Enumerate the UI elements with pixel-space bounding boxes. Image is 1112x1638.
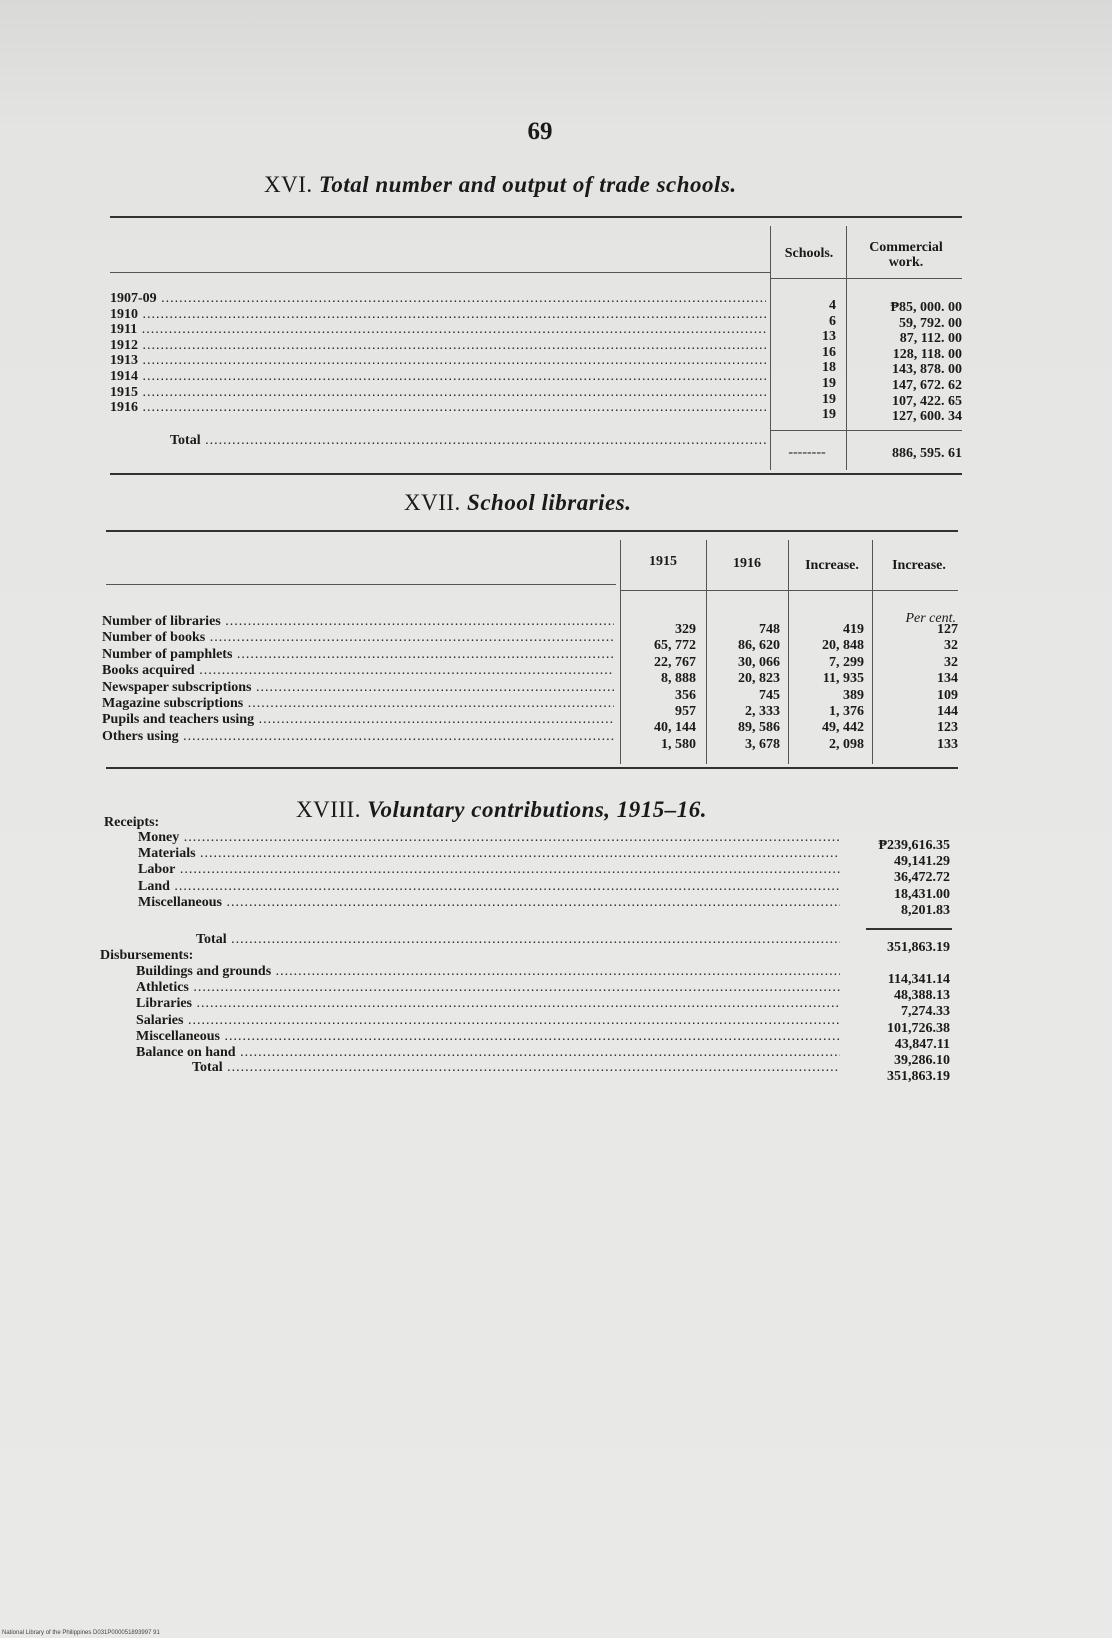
table-cell-1916: 748 bbox=[759, 622, 780, 637]
table-cell-1916: 745 bbox=[759, 688, 780, 703]
table-cell-1915: 1, 580 bbox=[661, 737, 696, 752]
footer-credit: National Library of the Philippines D031P000051893997 91 bbox=[2, 1630, 160, 1636]
table-cell-1916: 86, 620 bbox=[738, 638, 780, 653]
table16-header-rule bbox=[770, 278, 962, 279]
table-cell-increase-pct: 109 bbox=[937, 688, 958, 703]
table16-total-schools: -------- bbox=[788, 445, 826, 460]
table-cell-commercial: 128, 118. 00 bbox=[892, 347, 962, 362]
table-row-year: 1913 ..... bbox=[110, 353, 766, 369]
table-row-label: Books acquired ..... bbox=[102, 663, 614, 679]
table-cell-1915: 22, 767 bbox=[654, 655, 696, 670]
table-row-year: 1915 ..... bbox=[110, 385, 766, 401]
table17-title bbox=[404, 490, 631, 516]
disbursements-heading: Disbursements: bbox=[100, 948, 194, 963]
receipt-value: 36,472.72 bbox=[894, 870, 950, 885]
table-row-year: 1912 ..... bbox=[110, 338, 766, 354]
disbursements-total-value: 351,863.19 bbox=[887, 1069, 950, 1084]
table-cell-commercial: 127, 600. 34 bbox=[892, 409, 962, 424]
table16-total-rule bbox=[770, 430, 962, 431]
table-cell-1916: 30, 066 bbox=[738, 655, 780, 670]
table-row-year: 1910 ..... bbox=[110, 307, 766, 323]
table17-col-divider-4 bbox=[872, 540, 873, 764]
receipt-label: Miscellaneous ..... bbox=[138, 895, 840, 911]
table-cell-schools: 4 bbox=[829, 298, 836, 313]
receipt-label: Materials ..... bbox=[138, 846, 840, 862]
table-row-year: 1914 ..... bbox=[110, 369, 766, 385]
table-cell-increase: 20, 848 bbox=[822, 638, 864, 653]
receipt-value: 49,141.29 bbox=[894, 854, 950, 869]
table-cell-commercial: 59, 792. 00 bbox=[899, 316, 962, 331]
table-cell-commercial: ₱85, 000. 00 bbox=[890, 300, 962, 315]
table17-header-1916: 1916 bbox=[733, 556, 761, 571]
table-row-year: 1907-09 ..... bbox=[110, 291, 766, 307]
table-cell-increase-pct: 144 bbox=[937, 704, 958, 719]
table-cell-increase-pct: 32 bbox=[944, 655, 958, 670]
table-cell-increase-pct: 133 bbox=[937, 737, 958, 752]
disbursement-value: 101,726.38 bbox=[887, 1021, 950, 1036]
table-row-label: Magazine subscriptions ..... bbox=[102, 696, 614, 712]
receipts-total-label: Total ..... bbox=[196, 932, 840, 948]
table17-stub-rule bbox=[106, 584, 616, 585]
table-cell-increase-pct: 134 bbox=[937, 671, 958, 686]
table17-bottom-rule bbox=[106, 767, 958, 769]
table17-roman: XVII. bbox=[404, 490, 461, 515]
table16-header-schools: Schools. bbox=[784, 246, 834, 261]
table-cell-1915: 40, 144 bbox=[654, 720, 696, 735]
page-number: 69 bbox=[527, 118, 553, 145]
table-row-label: Others using ..... bbox=[102, 729, 614, 745]
table-cell-commercial: 143, 878. 00 bbox=[892, 362, 962, 377]
table16-roman: XVI. bbox=[264, 172, 313, 197]
table16-stub-rule bbox=[110, 272, 770, 273]
table-row-label: Number of pamphlets ..... bbox=[102, 647, 614, 663]
table-cell-increase: 49, 442 bbox=[822, 720, 864, 735]
disbursement-value: 39,286.10 bbox=[894, 1053, 950, 1068]
table-cell-schools: 13 bbox=[822, 329, 836, 344]
disbursement-value: 43,847.11 bbox=[894, 1037, 950, 1052]
disbursement-label: Salaries ..... bbox=[136, 1013, 840, 1029]
table-cell-schools: 16 bbox=[822, 345, 836, 360]
table-cell-1916: 20, 823 bbox=[738, 671, 780, 686]
table16-title bbox=[264, 172, 737, 198]
table-cell-schools: 6 bbox=[829, 314, 836, 329]
receipts-total-rule bbox=[866, 928, 952, 930]
table17-header-increase-pct: Increase. bbox=[892, 558, 946, 573]
table16-header-commercial: Commercial work. bbox=[869, 240, 943, 270]
table16-total-label: Total ..... bbox=[170, 433, 766, 449]
table-cell-increase: 419 bbox=[843, 622, 864, 637]
table17-col-divider-1 bbox=[620, 540, 621, 764]
receipt-value: 8,201.83 bbox=[901, 903, 950, 918]
table-cell-increase: 7, 299 bbox=[829, 655, 864, 670]
table-row-year: 1916 ..... bbox=[110, 400, 766, 416]
table-cell-increase-pct: 123 bbox=[937, 720, 958, 735]
table-row-year: 1911 ..... bbox=[110, 322, 766, 338]
table16-col-divider-2 bbox=[846, 226, 847, 470]
table-cell-increase: 389 bbox=[843, 688, 864, 703]
receipts-total-value: 351,863.19 bbox=[887, 940, 950, 955]
receipt-label: Land ..... bbox=[138, 879, 840, 895]
table17-col-divider-3 bbox=[788, 540, 789, 764]
table-cell-schools: 19 bbox=[822, 392, 836, 407]
disbursement-label: Miscellaneous ..... bbox=[136, 1029, 840, 1045]
table-cell-1915: 329 bbox=[675, 622, 696, 637]
table-cell-1916: 3, 678 bbox=[745, 737, 780, 752]
receipt-label: Money ..... bbox=[138, 830, 840, 846]
table18-roman: XVIII. bbox=[296, 797, 361, 822]
table-cell-increase: 2, 098 bbox=[829, 737, 864, 752]
table18-title-text: Voluntary contributions, 1915–16. bbox=[367, 797, 708, 822]
receipts-heading: Receipts: bbox=[104, 815, 160, 830]
table-row-label: Newspaper subscriptions ..... bbox=[102, 680, 614, 696]
table17-title-text: School libraries. bbox=[467, 490, 632, 515]
table16-title-text: Total number and output of trade schools. bbox=[318, 172, 737, 197]
table-cell-1916: 2, 333 bbox=[745, 704, 780, 719]
table-row-label: Pupils and teachers using ..... bbox=[102, 712, 614, 728]
disbursement-label: Buildings and grounds ..... bbox=[136, 964, 840, 980]
table-cell-1916: 89, 586 bbox=[738, 720, 780, 735]
table-cell-schools: 19 bbox=[822, 376, 836, 391]
table-cell-increase-pct: 127 bbox=[937, 622, 958, 637]
table18-title bbox=[296, 797, 707, 823]
disbursement-label: Athletics ..... bbox=[136, 980, 840, 996]
table16-col-divider-1 bbox=[770, 226, 771, 470]
disbursement-label: Balance on hand ..... bbox=[136, 1045, 840, 1061]
table-row-label: Number of libraries ..... bbox=[102, 614, 614, 630]
receipt-value: 18,431.00 bbox=[894, 887, 950, 902]
table16-top-rule bbox=[110, 216, 962, 218]
table-cell-increase: 11, 935 bbox=[822, 671, 864, 686]
disbursement-value: 114,341.14 bbox=[887, 972, 950, 987]
disbursement-label: Libraries ..... bbox=[136, 996, 840, 1012]
disbursement-value: 48,388.13 bbox=[894, 988, 950, 1003]
table-cell-commercial: 107, 422. 65 bbox=[892, 394, 962, 409]
table-cell-increase-pct: 32 bbox=[944, 638, 958, 653]
table-row-label: Number of books ..... bbox=[102, 630, 614, 646]
table-cell-1915: 65, 772 bbox=[654, 638, 696, 653]
table17-header-increase: Increase. bbox=[805, 558, 859, 573]
table17-header-rule bbox=[620, 590, 958, 591]
table-cell-increase: 1, 376 bbox=[829, 704, 864, 719]
table17-col-divider-2 bbox=[706, 540, 707, 764]
receipt-label: Labor ..... bbox=[138, 862, 840, 878]
table17-per-cent-label: Per cent. bbox=[905, 611, 956, 626]
disbursements-total-label: Total ..... bbox=[192, 1060, 840, 1076]
table-cell-commercial: 147, 672. 62 bbox=[892, 378, 962, 393]
table-cell-schools: 19 bbox=[822, 407, 836, 422]
disbursement-value: 7,274.33 bbox=[901, 1004, 950, 1019]
table-cell-commercial: 87, 112. 00 bbox=[899, 331, 962, 346]
table16-total-commercial: 886, 595. 61 bbox=[892, 446, 962, 461]
table-cell-1915: 356 bbox=[675, 688, 696, 703]
table17-top-rule bbox=[106, 530, 958, 532]
table16-bottom-rule bbox=[110, 473, 962, 475]
table-cell-schools: 18 bbox=[822, 360, 836, 375]
table-cell-1915: 8, 888 bbox=[661, 671, 696, 686]
table-cell-1915: 957 bbox=[675, 704, 696, 719]
receipt-value: ₱239,616.35 bbox=[878, 838, 950, 853]
table17-header-1915: 1915 bbox=[649, 554, 677, 569]
